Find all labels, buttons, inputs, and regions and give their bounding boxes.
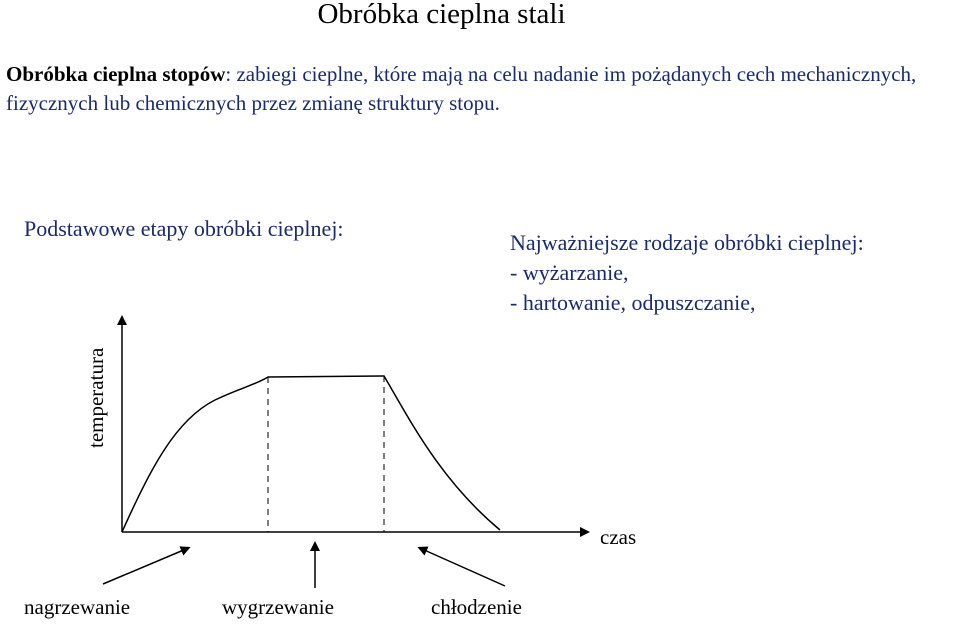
pointer-arrow — [103, 549, 186, 584]
phase-label-soaking: wygrzewanie — [222, 595, 334, 619]
phase-label-cooling: chłodzenie — [431, 595, 522, 619]
phase-label-heating: nagrzewanie — [24, 595, 131, 619]
x-axis-label: czas — [600, 525, 637, 549]
pointer-arrow — [422, 549, 505, 586]
temperature-curve — [122, 376, 500, 532]
definition-term: Obróbka cieplna stopów — [6, 62, 226, 86]
stages-heading: Podstawowe etapy obróbki cieplnej: — [24, 216, 344, 241]
page-title: Obróbka cieplna stali — [317, 0, 566, 30]
definition-text: : zabiegi cieplne, które mają na celu nadanie im pożądanych cech mechanicznych, fizycznych lub chemicznych przez zmianę struktury stopu. — [6, 62, 917, 115]
types-item: - wyżarzanie, — [510, 260, 629, 285]
y-axis-label: temperatura — [84, 347, 108, 448]
types-heading: Najważniejsze rodzaje obróbki cieplnej: — [510, 230, 864, 255]
types-item: - hartowanie, odpuszczanie, — [510, 290, 756, 315]
